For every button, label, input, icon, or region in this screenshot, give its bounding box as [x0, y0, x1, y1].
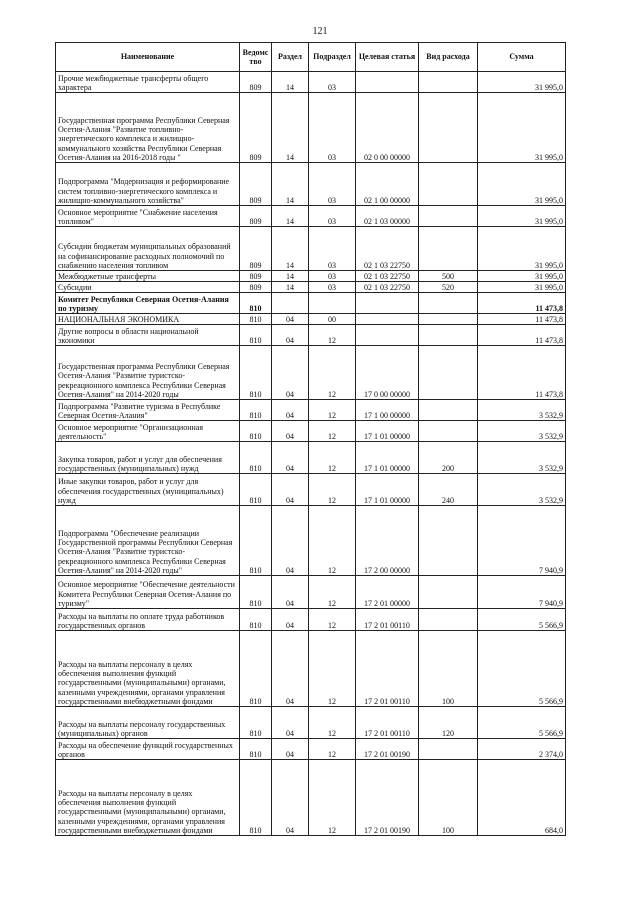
table-row	[56, 760, 566, 836]
row-name: Подпрограмма "Обеспечение реализации Государственной программы Республики Северная Осетия-Алания "Развитие туристско-рекреационного комплекса Республики Северная Осетия-Алания" на 2014-2020 годы"	[56, 506, 240, 576]
row-target-article: 17 2 01 00110	[356, 609, 419, 631]
row-department: 810	[240, 760, 272, 836]
row-department: 810	[240, 739, 272, 760]
row-name: Иные закупки товаров, работ и услуг для обеспечения государственных (муниципальных) нужд	[56, 474, 240, 506]
row-target-article: 17 1 01 00000	[356, 442, 419, 474]
row-department: 809	[240, 163, 272, 206]
row-amount: 684,0	[478, 760, 566, 836]
row-target-article: 02 1 03 22750	[356, 271, 419, 282]
row-name: Государственная программа Республики Северная Осетия-Алания "Развитие топливно-энергетического комплекса и жилищно-коммунального хозяйства Республики Северная Осетия-Алания на 2016-2018 годы "	[56, 93, 240, 163]
row-department: 810	[240, 346, 272, 400]
row-amount: 31 995,0	[478, 227, 566, 271]
row-subsection: 12	[309, 325, 356, 346]
row-expense-type: 100	[419, 631, 478, 707]
row-expense-type	[419, 506, 478, 576]
row-section: 04	[272, 760, 309, 836]
row-name: Расходы на выплаты по оплате труда работников государственных органов	[56, 609, 240, 631]
row-target-article: 02 0 00 00000	[356, 93, 419, 163]
row-target-article: 17 2 01 00110	[356, 631, 419, 707]
row-target-article: 02 1 03 22750	[356, 227, 419, 271]
row-subsection: 03	[309, 206, 356, 227]
row-department: 810	[240, 707, 272, 739]
table-row	[56, 271, 566, 282]
row-name: Расходы на обеспечение функций государственных органов	[56, 739, 240, 760]
row-expense-type: 100	[419, 760, 478, 836]
row-name: Расходы на выплаты персоналу в целях обеспечения выполнения функций государственными (муниципальными) органами, казенными учреждениями, органами управления государственными внебюджетными фондами	[56, 631, 240, 707]
row-section: 14	[272, 163, 309, 206]
row-name: НАЦИОНАЛЬНАЯ ЭКОНОМИКА	[56, 314, 240, 325]
row-department: 810	[240, 400, 272, 421]
row-section: 04	[272, 442, 309, 474]
table-row	[56, 346, 566, 400]
row-name: Подпрограмма "Модернизация и реформирование систем топливно-энергетического комплекса и жилищно-коммунального хозяйства"	[56, 163, 240, 206]
header-department: Ведомс тво	[240, 43, 272, 72]
table-row	[56, 631, 566, 707]
row-name: Субсидии бюджетам муниципальных образований на софинансирование расходных полномочий по снабжению населения топливом	[56, 227, 240, 271]
table-row	[56, 506, 566, 576]
row-department: 809	[240, 227, 272, 271]
row-expense-type	[419, 739, 478, 760]
row-department: 809	[240, 271, 272, 282]
row-department: 810	[240, 474, 272, 506]
table-row	[56, 325, 566, 346]
table-row	[56, 421, 566, 442]
row-department: 810	[240, 576, 272, 609]
row-subsection	[309, 293, 356, 314]
table-row	[56, 72, 566, 93]
row-expense-type: 200	[419, 442, 478, 474]
row-target-article: 17 2 00 00000	[356, 506, 419, 576]
row-department: 810	[240, 631, 272, 707]
row-target-article: 17 0 00 00000	[356, 346, 419, 400]
header-subsection: Подраздел	[309, 43, 356, 72]
table-row	[56, 576, 566, 609]
header-amount: Сумма	[478, 43, 566, 72]
row-name: Расходы на выплаты персоналу в целях обеспечения выполнения функций государственными (муниципальными) органами, казенными учреждениями, органами управления государственными внебюджетными фондами	[56, 760, 240, 836]
row-target-article: 02 1 03 22750	[356, 282, 419, 293]
row-name: Основное мероприятие "Организационная деятельность"	[56, 421, 240, 442]
row-name: Основное мероприятие "Снабжение населения топливом"	[56, 206, 240, 227]
row-section: 04	[272, 314, 309, 325]
row-expense-type	[419, 293, 478, 314]
header-expense-type: Вид расхода	[419, 43, 478, 72]
row-expense-type	[419, 93, 478, 163]
row-name: Другие вопросы в области национальной экономики	[56, 325, 240, 346]
row-subsection: 12	[309, 609, 356, 631]
row-expense-type	[419, 325, 478, 346]
row-department: 810	[240, 325, 272, 346]
header-name: Наименование	[56, 43, 240, 72]
row-department: 809	[240, 72, 272, 93]
table-row	[56, 400, 566, 421]
row-subsection: 12	[309, 346, 356, 400]
row-target-article: 02 1 03 00000	[356, 206, 419, 227]
row-department: 810	[240, 293, 272, 314]
row-subsection: 12	[309, 506, 356, 576]
row-amount: 3 532,9	[478, 421, 566, 442]
row-target-article: 17 2 01 00190	[356, 739, 419, 760]
row-department: 810	[240, 609, 272, 631]
row-target-article: 17 1 00 00000	[356, 400, 419, 421]
row-subsection: 12	[309, 421, 356, 442]
row-section: 14	[272, 271, 309, 282]
row-target-article: 17 2 01 00000	[356, 576, 419, 609]
row-amount: 31 995,0	[478, 271, 566, 282]
table-header-row	[56, 43, 566, 72]
row-subsection: 12	[309, 631, 356, 707]
row-section: 04	[272, 631, 309, 707]
row-amount: 2 374,0	[478, 739, 566, 760]
table-row	[56, 442, 566, 474]
row-amount: 5 566,9	[478, 707, 566, 739]
row-department: 810	[240, 314, 272, 325]
row-subsection: 03	[309, 227, 356, 271]
row-name: Межбюджетные трансферты	[56, 271, 240, 282]
row-amount: 11 473,8	[478, 293, 566, 314]
row-expense-type	[419, 314, 478, 325]
row-section: 04	[272, 506, 309, 576]
row-amount: 7 940,9	[478, 576, 566, 609]
table-row	[56, 93, 566, 163]
row-target-article: 02 1 00 00000	[356, 163, 419, 206]
row-target-article: 17 1 01 00000	[356, 421, 419, 442]
row-section: 04	[272, 739, 309, 760]
row-target-article	[356, 314, 419, 325]
row-target-article	[356, 293, 419, 314]
row-expense-type	[419, 400, 478, 421]
row-subsection: 00	[309, 314, 356, 325]
row-expense-type: 520	[419, 282, 478, 293]
row-expense-type	[419, 346, 478, 400]
table-row	[56, 314, 566, 325]
budget-table	[55, 42, 566, 836]
row-section: 14	[272, 206, 309, 227]
header-section: Раздел	[272, 43, 309, 72]
row-subsection: 03	[309, 271, 356, 282]
row-target-article: 17 2 01 00110	[356, 707, 419, 739]
row-expense-type	[419, 206, 478, 227]
row-department: 810	[240, 442, 272, 474]
table-row	[56, 293, 566, 314]
row-department: 810	[240, 421, 272, 442]
row-expense-type	[419, 72, 478, 93]
table-row	[56, 707, 566, 739]
row-expense-type	[419, 609, 478, 631]
header-target-article: Целевая статья	[356, 43, 419, 72]
row-name: Основное мероприятие "Обеспечение деятельности Комитета Республики Северная Осетия-Алания по туризму"	[56, 576, 240, 609]
row-section: 14	[272, 227, 309, 271]
row-subsection: 03	[309, 282, 356, 293]
row-name: Комитет Республики Северная Осетия-Алания по туризму	[56, 293, 240, 314]
row-amount: 5 566,9	[478, 609, 566, 631]
row-section: 14	[272, 282, 309, 293]
row-target-article	[356, 72, 419, 93]
row-amount: 11 473,8	[478, 314, 566, 325]
row-amount: 7 940,9	[478, 506, 566, 576]
row-expense-type: 240	[419, 474, 478, 506]
row-subsection: 12	[309, 400, 356, 421]
row-department: 809	[240, 206, 272, 227]
row-amount: 31 995,0	[478, 93, 566, 163]
row-subsection: 03	[309, 163, 356, 206]
row-target-article	[356, 325, 419, 346]
row-amount: 11 473,8	[478, 325, 566, 346]
table-row	[56, 609, 566, 631]
row-expense-type: 500	[419, 271, 478, 282]
row-expense-type	[419, 163, 478, 206]
row-subsection: 03	[309, 72, 356, 93]
row-section: 04	[272, 474, 309, 506]
table-row	[56, 474, 566, 506]
row-target-article: 17 1 01 00000	[356, 474, 419, 506]
row-expense-type	[419, 227, 478, 271]
row-amount: 3 532,9	[478, 442, 566, 474]
row-amount: 5 566,9	[478, 631, 566, 707]
row-subsection: 03	[309, 93, 356, 163]
row-subsection: 12	[309, 760, 356, 836]
row-amount: 31 995,0	[478, 206, 566, 227]
row-expense-type: 120	[419, 707, 478, 739]
row-department: 809	[240, 93, 272, 163]
row-name: Подпрограмма "Развитие туризма в Республике Северная Осетия-Алания"	[56, 400, 240, 421]
row-subsection: 12	[309, 739, 356, 760]
row-department: 809	[240, 282, 272, 293]
row-amount: 31 995,0	[478, 163, 566, 206]
row-name: Государственная программа Республики Северная Осетия-Алания "Развитие туристско-рекреационного комплекса Республики Северная Осетия-Алания" на 2014-2020 годы	[56, 346, 240, 400]
row-name: Субсидии	[56, 282, 240, 293]
row-amount: 11 473,8	[478, 346, 566, 400]
row-department: 810	[240, 506, 272, 576]
table-row	[56, 227, 566, 271]
row-section: 04	[272, 421, 309, 442]
row-amount: 3 532,9	[478, 474, 566, 506]
row-section: 14	[272, 93, 309, 163]
table-row	[56, 282, 566, 293]
row-section: 04	[272, 707, 309, 739]
row-section: 04	[272, 576, 309, 609]
table-row	[56, 163, 566, 206]
row-subsection: 12	[309, 707, 356, 739]
row-name: Закупка товаров, работ и услуг для обеспечения государственных (муниципальных) нужд	[56, 442, 240, 474]
table-row	[56, 206, 566, 227]
row-name: Расходы на выплаты персоналу государственных (муниципальных) органов	[56, 707, 240, 739]
table-row	[56, 739, 566, 760]
row-name: Прочие межбюджетные трансферты общего характера	[56, 72, 240, 93]
row-amount: 3 532,9	[478, 400, 566, 421]
page-number: 121	[312, 26, 328, 37]
row-amount: 31 995,0	[478, 72, 566, 93]
row-target-article: 17 2 01 00190	[356, 760, 419, 836]
row-expense-type	[419, 421, 478, 442]
table-body	[56, 72, 566, 836]
row-section: 04	[272, 400, 309, 421]
row-subsection: 12	[309, 442, 356, 474]
row-section: 14	[272, 72, 309, 93]
row-section: 04	[272, 346, 309, 400]
row-subsection: 12	[309, 576, 356, 609]
row-section: 04	[272, 325, 309, 346]
row-section	[272, 293, 309, 314]
row-amount: 31 995,0	[478, 282, 566, 293]
row-section: 04	[272, 609, 309, 631]
row-expense-type	[419, 576, 478, 609]
row-subsection: 12	[309, 474, 356, 506]
